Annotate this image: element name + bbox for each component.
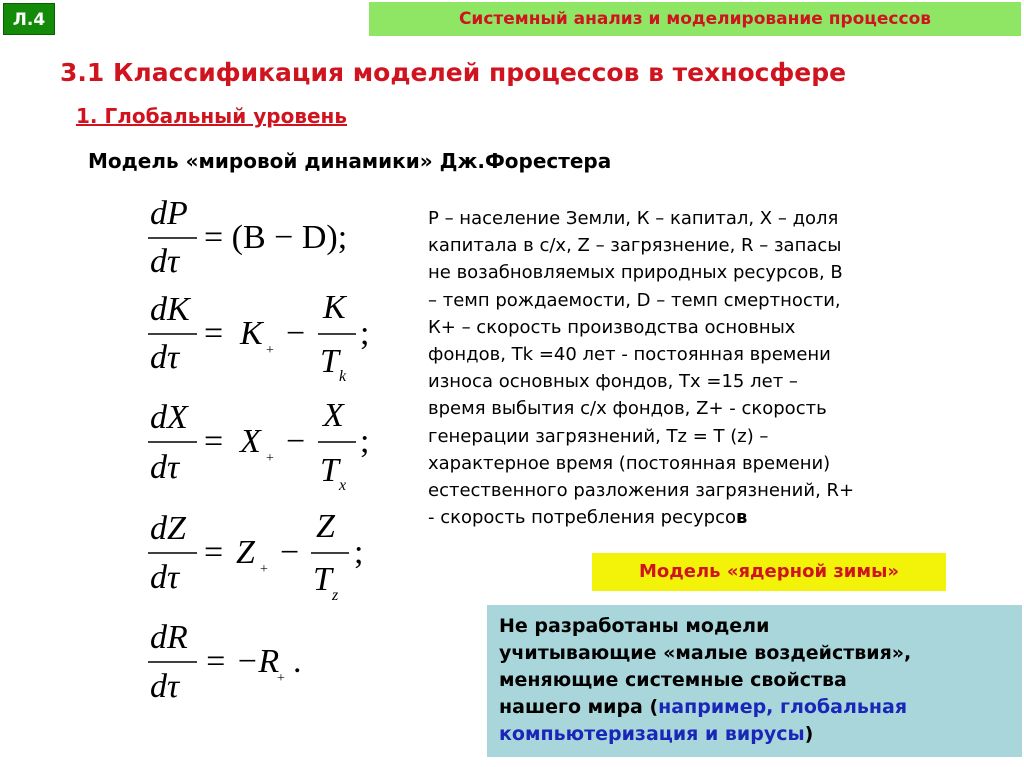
equation-dk xyxy=(148,289,369,385)
note-line-2: учитывающие «малые воздействия», xyxy=(499,642,912,664)
variable-description xyxy=(428,205,988,531)
eq1-rhs: = (B − D); xyxy=(204,219,348,256)
eq3-var: X xyxy=(240,423,261,460)
eq3-minus: − xyxy=(286,423,306,460)
eq3-frac-numerator: X xyxy=(323,397,344,434)
eq3-denominator: dτ xyxy=(150,449,180,486)
eq2-var: K xyxy=(240,315,263,352)
equation-dp xyxy=(148,195,347,280)
eq2-var-subscript: + xyxy=(266,343,274,358)
course-title-bar: Системный анализ и моделирование процессов xyxy=(369,2,1021,36)
eq3-var-subscript: + xyxy=(266,451,274,466)
note-line-5-blue: компьютеризация и вирусы xyxy=(499,723,805,745)
eq1-denominator: dτ xyxy=(150,243,180,280)
eq4-numerator: dZ xyxy=(150,510,186,547)
desc-line-1: Р – население Земли, К – капитал, Х – доля xyxy=(428,208,839,229)
note-line-3: меняющие системные свойства xyxy=(499,669,847,691)
eq2-frac-denominator: T xyxy=(320,343,339,380)
eq4-minus: − xyxy=(280,534,300,571)
equation-dr xyxy=(148,619,302,705)
note-line-4-start: нашего мира ( xyxy=(499,696,659,718)
note-line-5-end: ) xyxy=(804,723,814,745)
eq5-denominator: dτ xyxy=(150,668,180,705)
eq3-frac-subscript: x xyxy=(339,477,347,494)
desc-line-9: генерации загрязнений, Тz = Т (z) – xyxy=(428,425,769,447)
eq4-end: ; xyxy=(354,534,364,571)
model-title: Модель «мировой динамики» Дж.Форестера xyxy=(88,149,612,173)
desc-line-6: фондов, Тk =40 лет - постоянная времени xyxy=(428,344,831,366)
desc-line-3: не возабновляемых природных ресурсов, В xyxy=(428,262,843,284)
eq2-numerator: dK xyxy=(150,291,190,328)
desc-line-10: характерное время (постоянная времени) xyxy=(428,452,831,474)
eq5-subscript: + xyxy=(277,671,285,686)
eq4-var-subscript: + xyxy=(260,562,268,577)
eq2-end: ; xyxy=(360,315,370,352)
eq2-minus: − xyxy=(286,315,306,352)
desc-line-12-text: - скорость потребления ресурсо xyxy=(428,507,736,529)
desc-line-11: естественного разложения загрязнений, R+ xyxy=(428,480,855,502)
eq5-rhs: = −R xyxy=(204,643,280,680)
note-line-1: Не разработаны модели xyxy=(499,615,770,637)
desc-line-12 xyxy=(428,504,988,531)
note-line-4-blue: например, глобальная xyxy=(658,696,908,718)
eq3-end: ; xyxy=(360,423,370,460)
slide-number-badge: Л.4 xyxy=(3,3,55,35)
desc-line-12-bold: в xyxy=(736,507,748,529)
nuclear-winter-label: Модель «ядерной зимы» xyxy=(592,553,946,591)
desc-line-2: капитала в с/х, Z – загрязнение, R – запасы xyxy=(428,235,842,257)
eq4-frac-denominator: T xyxy=(313,561,332,598)
eq5-end: . xyxy=(293,643,302,680)
desc-line-5: К+ – скорость производства основных xyxy=(428,316,796,338)
eq4-denominator: dτ xyxy=(150,559,180,596)
eq2-frac-subscript: k xyxy=(339,368,347,385)
eq4-var: Z xyxy=(236,534,255,571)
eq2-denominator: dτ xyxy=(150,339,180,376)
eq4-frac-subscript: z xyxy=(332,587,339,604)
eq3-numerator: dX xyxy=(150,399,188,436)
desc-line-8: время выбытия с/х фондов, Z+ - скорость xyxy=(428,398,827,420)
equation-dz xyxy=(148,508,363,604)
level-title: 1. Глобальный уровень xyxy=(76,104,348,128)
desc-line-4: – темп рождаемости, D – темп смертности, xyxy=(428,289,841,311)
eq3-frac-denominator: T xyxy=(320,452,339,489)
equation-dx xyxy=(148,397,369,494)
note-line-5 xyxy=(499,721,1022,748)
eq5-numerator: dR xyxy=(150,619,188,656)
note-box xyxy=(487,605,1022,757)
note-line-4 xyxy=(499,694,1022,721)
eq2-equals: = xyxy=(204,315,224,352)
eq4-equals: = xyxy=(204,534,224,571)
desc-line-7: износа основных фондов, Тx =15 лет – xyxy=(428,371,798,393)
eq1-numerator: dP xyxy=(150,195,188,232)
section-title: 3.1 Классификация моделей процессов в техносфере xyxy=(60,58,847,87)
eq2-frac-numerator: K xyxy=(323,289,346,326)
eq4-frac-numerator: Z xyxy=(316,508,335,545)
eq3-equals: = xyxy=(204,423,224,460)
